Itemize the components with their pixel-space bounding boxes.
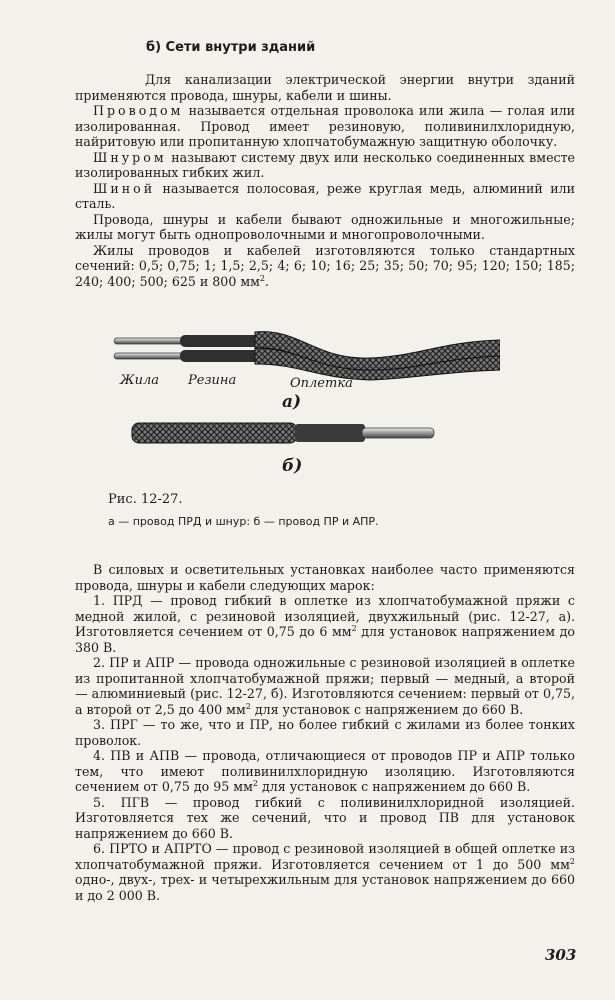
definition-wire-text: называется отдельная проволока или жила — голая или изолированная. Провод имеет резиновую, поливинилхлоридную, найритовую или пропитанную хлопчатобумажную защитную оболочку. (75, 103, 575, 149)
core-wire-2 (114, 353, 184, 359)
definition-bus-text: называется полосовая, реже круглая медь, алюминий или сталь. (75, 180, 575, 211)
intro-text (75, 72, 575, 289)
main-intro: В силовых и осветительных установках наиболее часто применяются провода, шнуры и кабели следующих марок: (75, 562, 575, 593)
figure-caption-title: Рис. 12-27. (108, 492, 183, 507)
rubber-insulation-2 (180, 350, 260, 362)
figure-12-27 (100, 318, 500, 488)
main-text (75, 562, 575, 903)
mm2-sup: 2 (259, 273, 266, 283)
mm2-sup: 2 (252, 778, 258, 788)
list-item-2 (75, 655, 575, 717)
mm2-sup: 2 (245, 701, 251, 711)
list-item-6-end: одно-, двух-, трех- и четырехжильным для установок напряжением до 660 и до 2 000 В. (75, 872, 575, 903)
term-wire: Проводом (93, 103, 184, 118)
mm2-sup: 2 (569, 856, 575, 866)
figure-caption-text: а — провод ПРД и шнур: б — провод ПР и АПР. (108, 515, 379, 528)
figure-letter-a: а) (282, 392, 302, 412)
definition-bus (75, 181, 575, 212)
mm2-sup: 2 (351, 623, 357, 633)
definition-cord-text: называют систему двух или несколько соединенных вместе изолированных гибких жил. (75, 149, 575, 180)
list-item-1-text: 1. ПРД — провод гибкий в оплетке из хлопчатобумажной пряжи с медной жилой, с резиновой изоляцией, двухжильный (рис. 12-27, а). Изготовляется сечением от 0,75 до 6 мм (75, 593, 575, 639)
label-core: Жила (120, 373, 160, 388)
list-item-6 (75, 841, 575, 903)
list-item-6-text: 6. ПРТО и АПРТО — провод с резиновой изоляцией в общей оплетке из хлопчатобумажной пряжи. Изготовляется сечением от 1 до 500 мм (75, 841, 575, 872)
term-bus: Шиной (93, 180, 156, 196)
list-item-1 (75, 593, 575, 655)
definition-wire (75, 103, 575, 150)
page-number: 303 (545, 946, 577, 964)
wire-illustration-b (132, 423, 434, 443)
rubber-layer (295, 424, 365, 442)
intro-paragraph: Для канализации электрической энергии внутри зданий применяются провода, шнуры, кабели и шины. (75, 72, 575, 103)
term-cord: Шнуром (93, 149, 167, 165)
standard-sections-paragraph (75, 243, 575, 290)
bare-core (362, 428, 434, 438)
core-wire-1 (114, 338, 184, 344)
figure-letter-b: б) (282, 456, 303, 476)
list-item-4-end: для установок с напряжением до 660 В. (257, 779, 531, 794)
definition-cord (75, 150, 575, 181)
list-item-4 (75, 748, 575, 795)
rubber-insulation-1 (180, 335, 260, 347)
standard-sections-end: . (265, 273, 270, 289)
section-title: б) Сети внутри зданий (146, 40, 316, 55)
list-item-4-text: 4. ПВ и АПВ — провода, отличающиеся от проводов ПР и АПР только тем, что имеют поливинилхлоридную изоляцию. Изготовляются сечением от 0,75 до 95 мм (75, 748, 575, 794)
label-braid: Оплетка (290, 376, 353, 391)
list-item-5: 5. ПГВ — провод гибкий с поливинилхлоридной изоляцией. Изготовляется тех же сечений, что и провод ПВ для установок напряжением до 660 В. (75, 794, 575, 841)
list-item-1-end: для установок напряжением до 380 В. (75, 624, 575, 655)
conductor-types-paragraph: Провода, шнуры и кабели бывают одножильные и многожильные; жилы могут быть однопроволочными и многопроволочными. (75, 211, 575, 242)
list-item-2-end: для установок с напряжением до 660 В. (250, 701, 524, 717)
braided-sheath (132, 423, 297, 443)
standard-sections-text: Жилы проводов и кабелей изготовляются только стандартных сечений: 0,5; 0,75; 1; 1,5; 2,5; 4; 6; 10; 16; 25; 35; 50; 70; 95; 120; 150; 185; 240; 400; 500; 625 и 800 мм (75, 242, 575, 289)
label-rubber: Резина (188, 373, 237, 388)
cord-illustration-a (114, 332, 500, 380)
list-item-3: 3. ПРГ — то же, что и ПР, но более гибкий с жилами из более тонких проволок. (75, 717, 575, 748)
list-item-2-text: 2. ПР и АПР — провода одножильные с резиновой изоляцией в оплетке из пропитанной хлопчатобумажной пряжи; первый — медный, а второй — алюминиевый (рис. 12-27, б). Изготовляются сечением: первый от 0,75, а второй от 2,5 до 400 мм (75, 655, 575, 717)
